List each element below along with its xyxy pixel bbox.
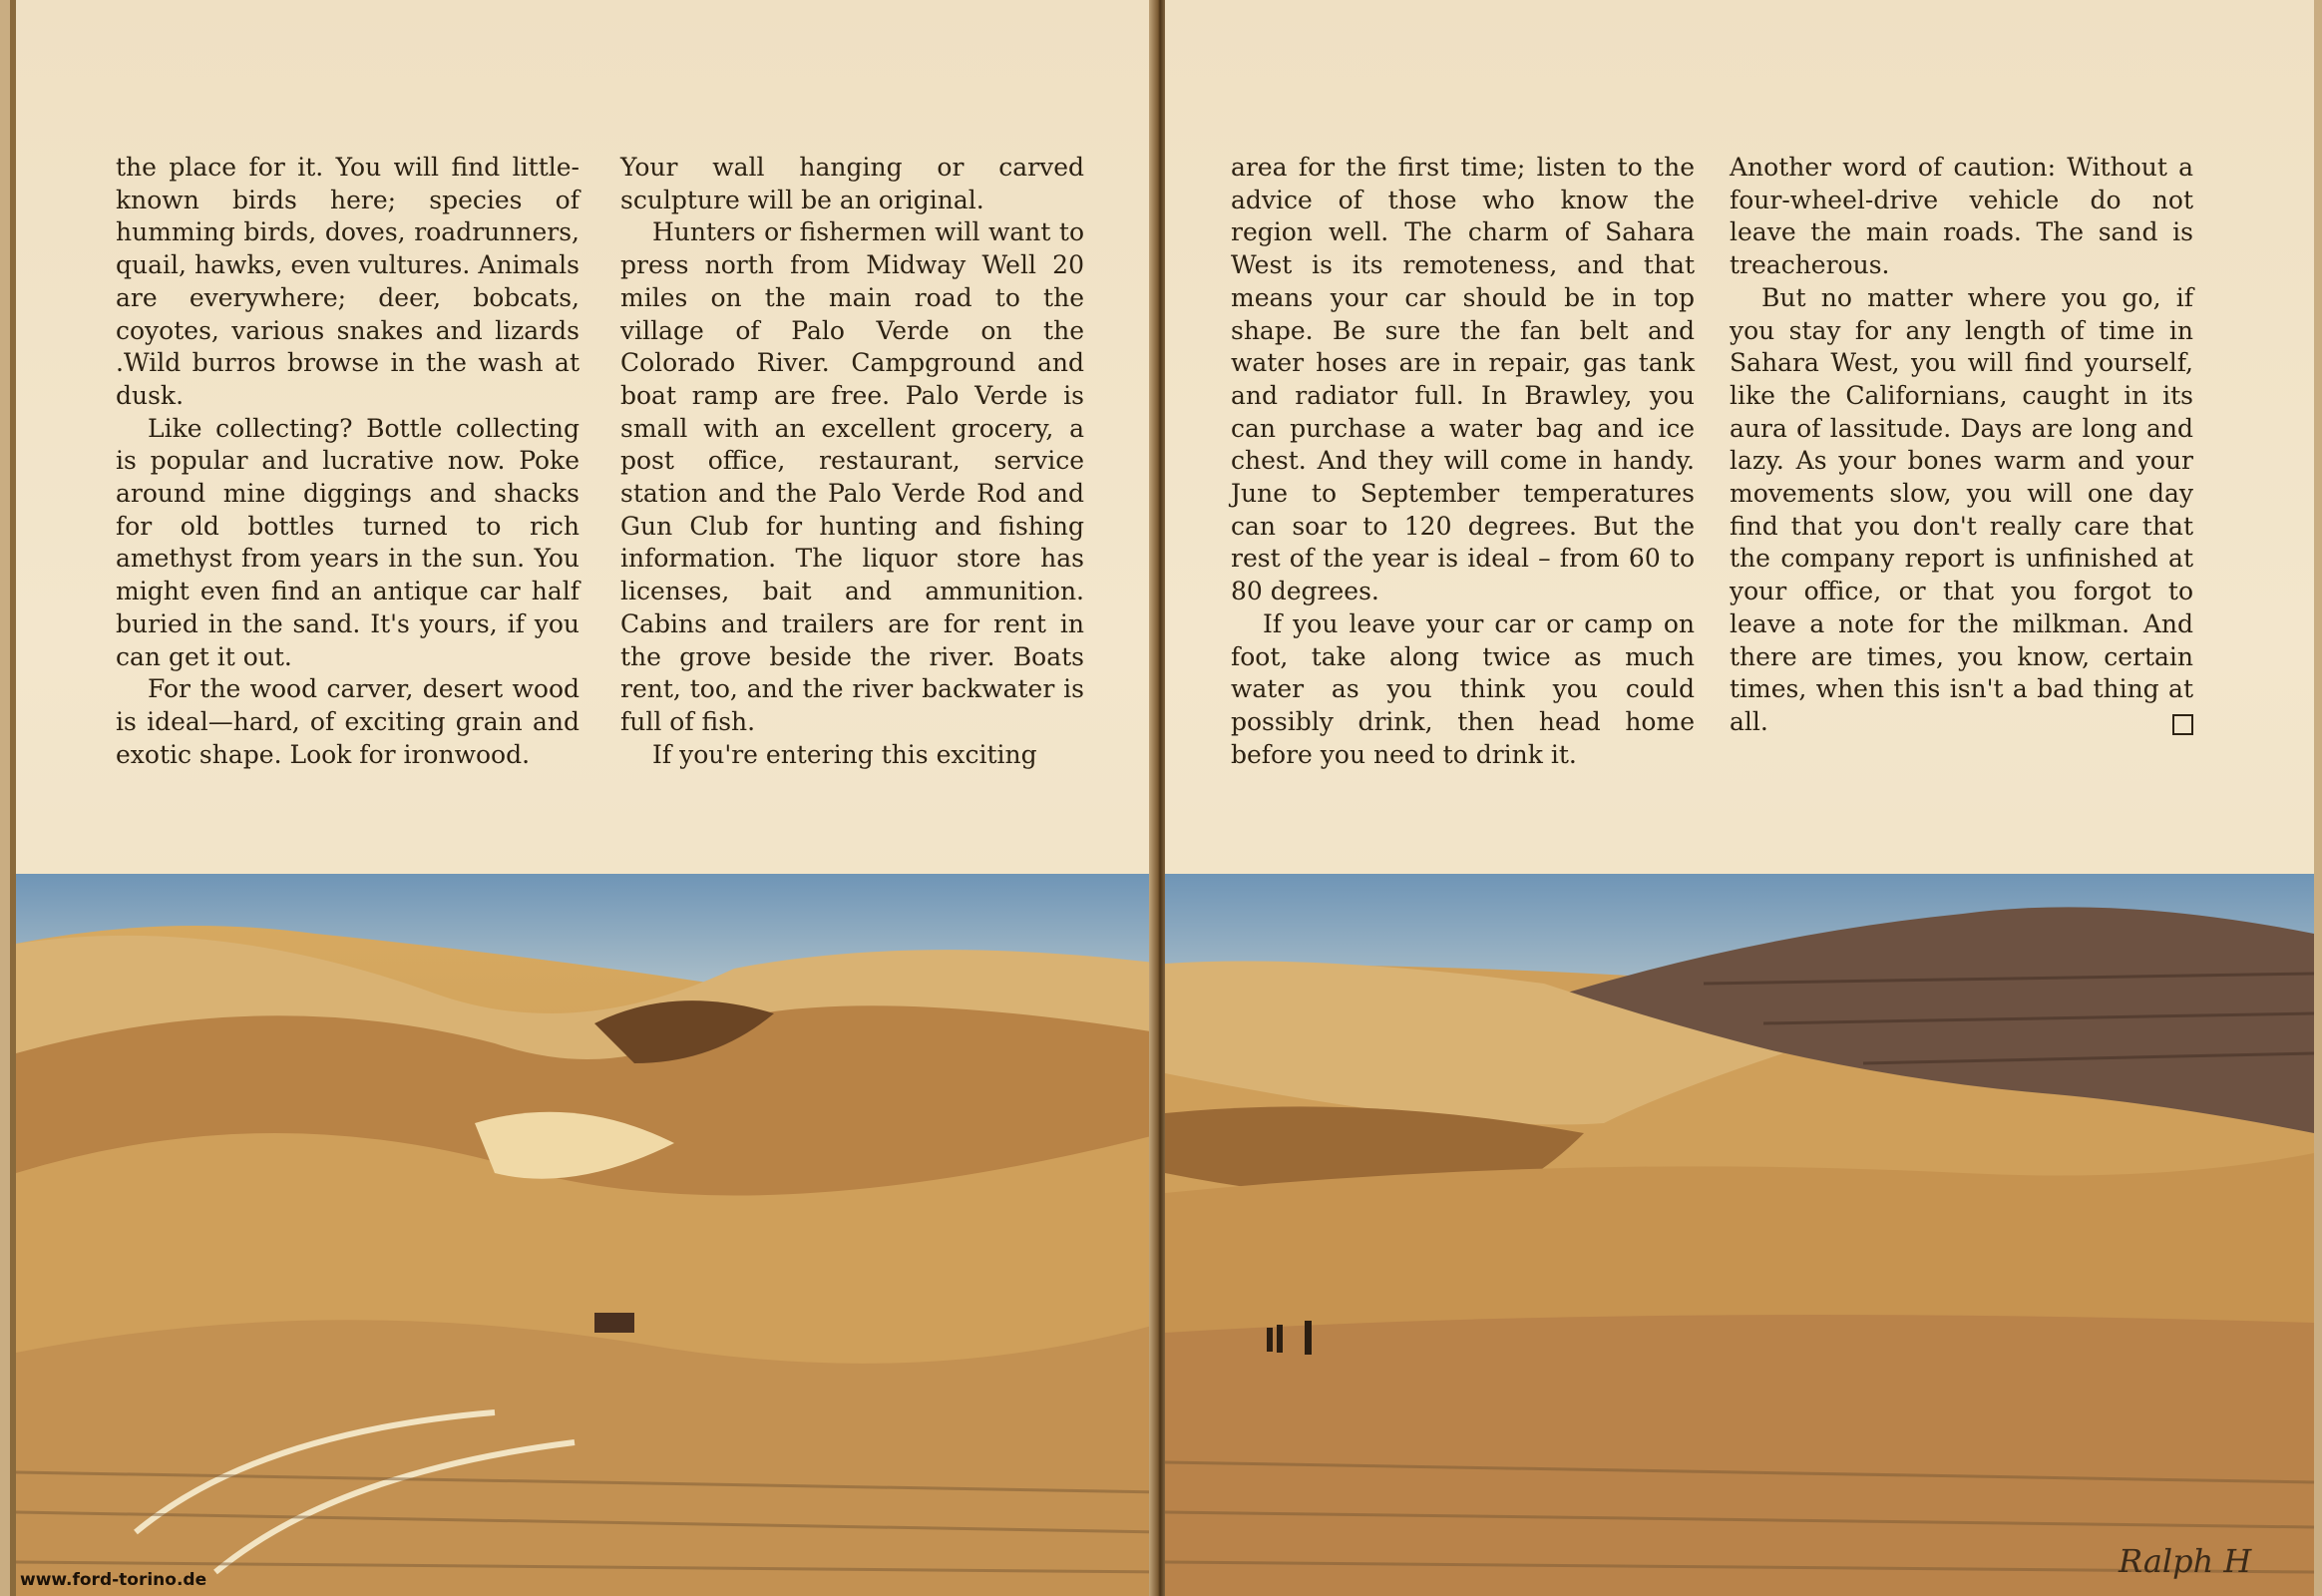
paragraph: Like collecting? Bottle collecting is popular and lucrative now. Poke around mine diggings and shacks for old bottles turned to rich amethyst from years in the sun. You might even find an antique car half buried in the sand. It's yours, if you can get it out.	[116, 413, 580, 671]
paragraph: Hunters or fishermen will want to press north from Midway Well 20 miles on the main road to the village of Palo Verde on the Colorado River. Campground and boat ramp are free. Palo Verde is small with an excellent grocery, a post office, restaurant, service station and the Palo Verde Rod and Gun Club for hunting and fishing information. The liquor store has licenses, bait and ammunition. Cabins and trailers are for rent in the grove beside the river. Boats rent, too, and the river backwater is full of fish.	[620, 217, 1084, 736]
right-page	[1165, 0, 2314, 1596]
left-page	[10, 0, 1163, 1596]
paragraph: Another word of caution: Without a four-wheel-drive vehicle do not leave the main roads. The sand is treacherous.	[1730, 153, 2193, 280]
paragraph-text: But no matter where you go, if you stay for any length of time in Sahara West, you will find yourself, like the Californians, caught in its aura of lassitude. Days are long and lazy. As your bones warm and your movements slow, you will one day find that you don't really care that the company report is unfinished at your office, or that you forgot to leave a note for the milkman. And there are times, you know, certain times, when this isn't a bad thing at all.	[1730, 282, 2193, 736]
paragraph: For the wood carver, desert wood is ideal—hard, of exciting grain and exotic shape. Look for ironwood.	[116, 674, 580, 769]
paragraph: If you leave your car or camp on foot, take along twice as much water as you think you could possibly drink, then head home before you need to drink it.	[1231, 608, 1695, 769]
paragraph	[1730, 282, 2193, 739]
website-url: www.ford-torino.de	[20, 1570, 207, 1590]
paragraph: Your wall hanging or carved sculpture will be an original.	[620, 153, 1084, 214]
right-column-1	[1231, 152, 1695, 771]
end-mark-icon	[2172, 714, 2193, 735]
desert-illustration-right	[1165, 874, 2314, 1596]
left-column-1	[116, 152, 580, 771]
paragraph: the place for it. You will find little-known birds here; species of humming birds, doves, roadrunners, quail, hawks, even vultures. Animals are everywhere; deer, bobcats, coyotes, various snakes and lizards .Wild burros browse in the wash at dusk.	[116, 153, 580, 410]
desert-illustration-left	[16, 874, 1163, 1596]
paragraph: If you're entering this exciting	[652, 739, 1037, 769]
right-column-2	[1730, 152, 2193, 739]
left-column-2	[620, 152, 1084, 771]
artist-signature: Ralph H	[2119, 1542, 2252, 1580]
paragraph: area for the first time; listen to the advice of those who know the region well. The charm of Sahara West is its remoteness, and that means your car should be in top shape. Be sure the fan belt and water hoses are in repair, gas tank and radiator full. In Brawley, you can purchase a water bag and ice chest. And they will come in handy. June to September temperatures can soar to 120 degrees. But the rest of the year is ideal – from 60 to 80 degrees.	[1231, 153, 1695, 606]
